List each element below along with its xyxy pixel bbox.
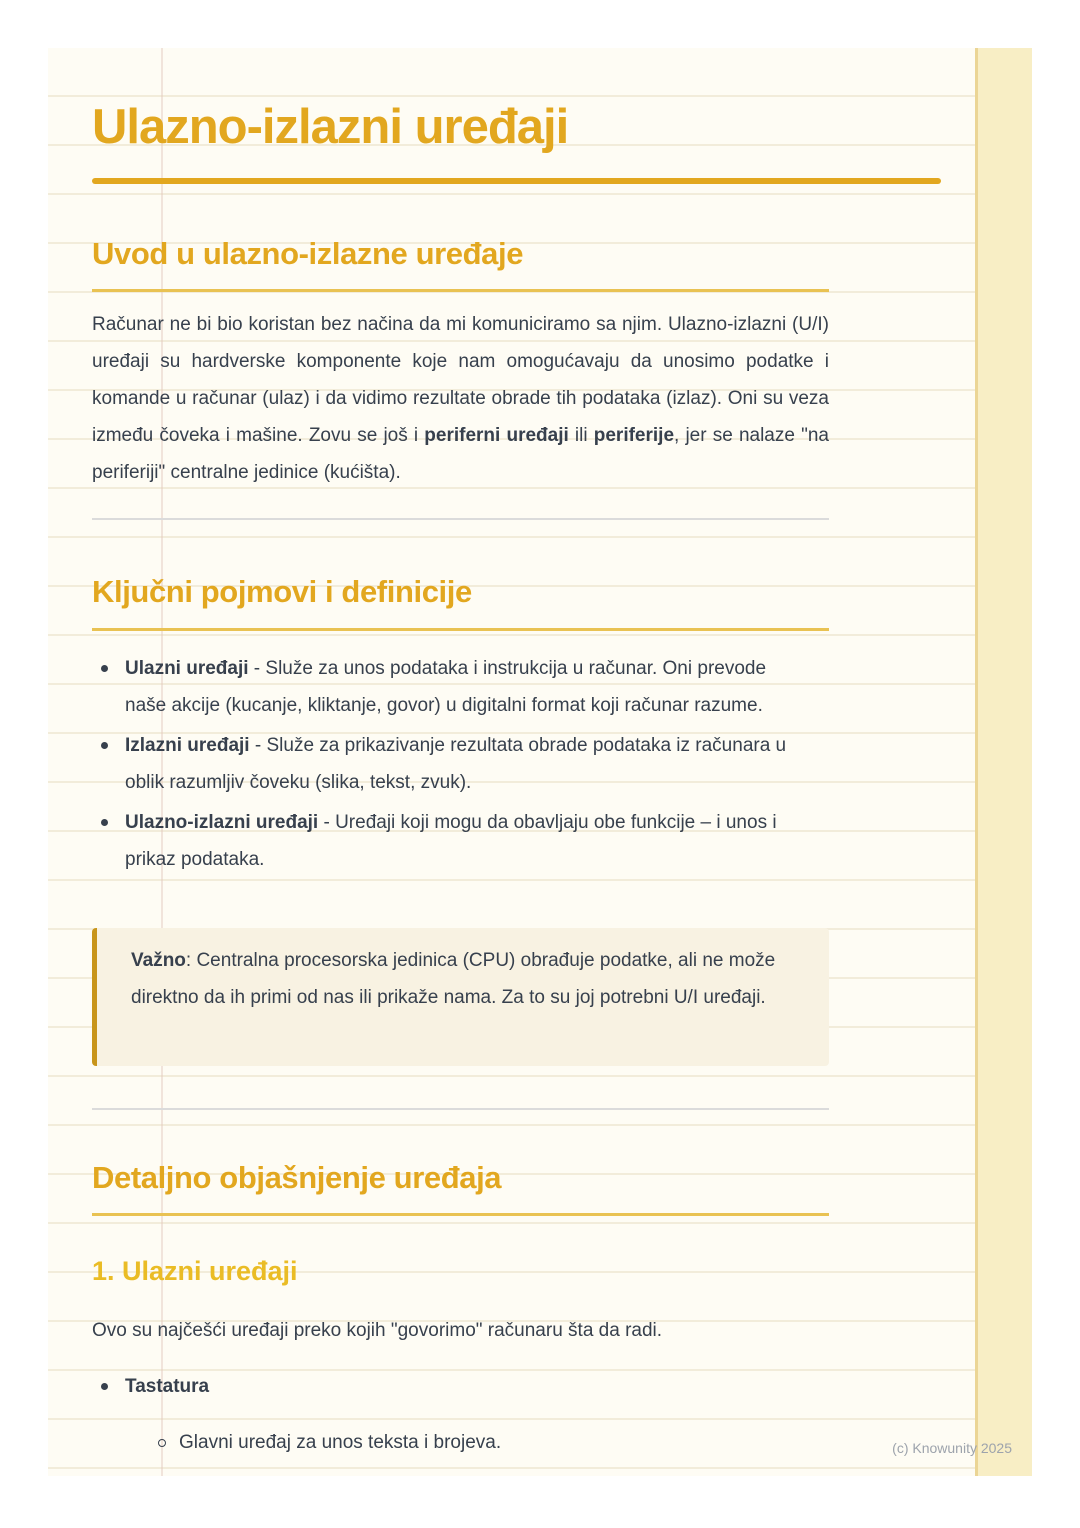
footer-credit: (c) Knowunity 2025 — [892, 1440, 1012, 1456]
list-item-text: Ulazno-izlazni uređaji - Uređaji koji mogu da obavljaju obe funkcije – i unos i prikaz podataka. — [125, 812, 777, 870]
list-item — [92, 727, 798, 801]
key-terms-list — [92, 650, 798, 881]
section-heading-uvod: Uvod u ulazno-izlazne uređaje — [92, 236, 524, 271]
section-underline — [92, 1213, 829, 1216]
page-accent-band — [975, 48, 1032, 1476]
list-item-text: Izlazni uređaji - Služe za prikazivanje rezultata obrade podataka iz računara u oblik razumljiv čoveku (slika, tekst, zvuk). — [125, 735, 787, 793]
page-title: Ulazno-izlazni uređaji — [92, 100, 569, 154]
important-callout — [92, 928, 829, 1066]
callout-text: Važno: Centralna procesorska jedinica (CPU) obrađuje podatke, ali ne može direktno da ih primi od nas ili prikaže nama. Za to su joj potrebni U/I uređaji. — [131, 950, 776, 1008]
list-item — [92, 804, 798, 878]
list-item — [92, 650, 798, 724]
list-item-text: Ulazni uređaji - Služe za unos podataka i instrukcija u računar. Oni prevode naše akcije (kucanje, kliktanje, govor) u digitalni format koji računar razume. — [125, 658, 767, 716]
section-underline — [92, 628, 829, 631]
bullet-dot-icon — [101, 742, 108, 749]
sub-list-item — [158, 1424, 798, 1461]
section-heading-kljucni: Ključni pojmovi i definicije — [92, 574, 472, 609]
device-sub-list — [158, 1424, 798, 1464]
title-underline — [92, 178, 941, 184]
section-underline — [92, 289, 829, 292]
subsection-heading-ulazni: 1. Ulazni uređaji — [92, 1256, 298, 1286]
device-list — [92, 1368, 798, 1408]
details-paragraph: Ovo su najčešći uređaji preko kojih "govorimo" računaru šta da radi. — [92, 1320, 663, 1341]
bullet-dot-icon — [101, 665, 108, 672]
section-divider — [92, 1108, 829, 1110]
section-divider — [92, 518, 829, 520]
device-name: Tastatura — [125, 1376, 210, 1397]
sub-list-item-text: Glavni uređaj za unos teksta i brojeva. — [179, 1432, 502, 1453]
intro-paragraph: Računar ne bi bio koristan bez načina da mi komuniciramo sa njim. Ulazno-izlazni (U/I) uređaji su hardverske komponente koje nam omogućavaju da unosimo podatke i komande u računar (ulaz) i da vidimo rezultate obrade tih podataka (izlaz). Oni su veza između čoveka i mašine. Zovu se još i periferni uređaji ili periferije, jer se nalaze "na periferiji" centralne jedinice (kućišta). — [92, 314, 829, 483]
note-page — [48, 48, 1032, 1476]
section-heading-detaljno: Detaljno objašnjenje uređaja — [92, 1160, 502, 1195]
bullet-dot-icon — [101, 1383, 108, 1390]
bullet-dot-icon — [101, 819, 108, 826]
list-item — [92, 1368, 798, 1405]
bullet-circle-icon — [158, 1439, 166, 1447]
